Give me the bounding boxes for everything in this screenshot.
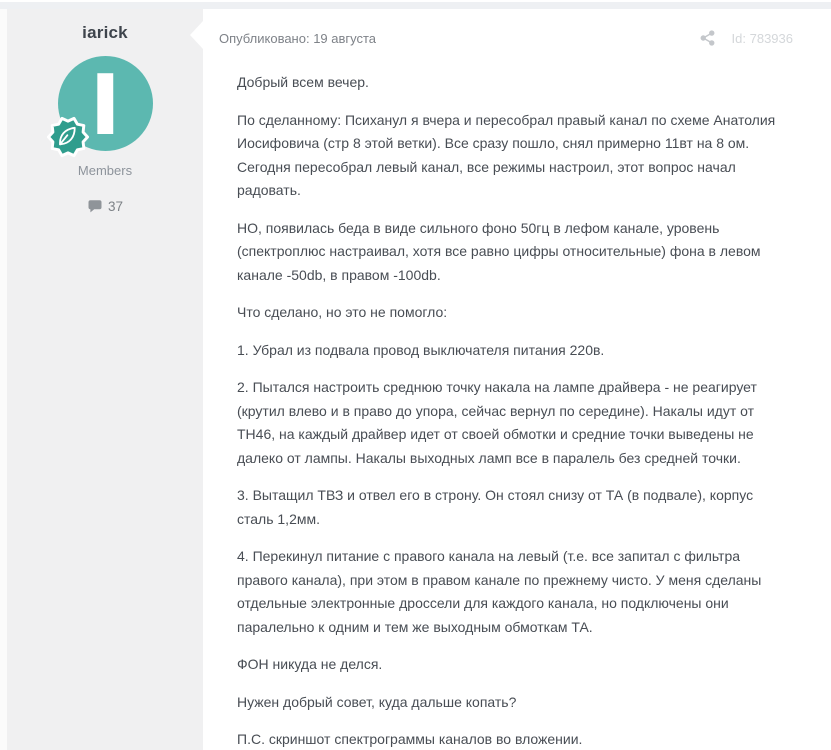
post-header-actions xyxy=(699,29,793,47)
post-content xyxy=(203,9,831,750)
post-paragraph: ФОН никуда не делся. xyxy=(237,656,383,672)
speech-bubble-tail xyxy=(190,21,203,49)
post-paragraph: Что сделано, но это не помогло: xyxy=(237,304,448,320)
share-icon[interactable] xyxy=(699,29,716,47)
comment-bubble-icon xyxy=(87,199,103,214)
comment-count xyxy=(7,199,203,214)
post-paragraph: Нужен добрый совет, куда дальше копать? xyxy=(237,693,517,710)
avatar[interactable] xyxy=(58,56,153,151)
post-paragraph: НО, появилась беда в виде сильного фоно 50гц в лефом канале, уровень (спектроплюс настраивал, хотя все равно цифры относительные) фона в левом канале -50db, в правом -100db. xyxy=(237,219,761,283)
post-paragraph: Добрый всем вечер. xyxy=(237,74,369,90)
author-pane xyxy=(7,9,203,750)
post-header xyxy=(203,9,831,47)
post-body xyxy=(203,47,831,750)
post-paragraph: По сделанному: Психанул я вчера и пересобрал правый канал по схеме Анатолия Иосифовича (стр 8 этой ветки). Все сразу пошло, снял примерно 11вт на 8 ом. Сегодня пересобрал левый канал, все режимы настроил, этот вопрос начал радовать. xyxy=(237,111,776,198)
page-top-strip xyxy=(0,0,831,9)
post-paragraph: 1. Убрал из подвала провод выключателя питания 220в. xyxy=(237,341,605,358)
author-username[interactable]: iarick xyxy=(82,23,128,42)
comment-count-value: 37 xyxy=(107,199,124,214)
published-date: Опубликовано: 19 августа xyxy=(219,30,377,46)
post-paragraph: 2. Пытался настроить среднюю точку накала на лампе драйвера - не реагирует (крутил влево и в право до упора, сейчас вернул по середине). Накалы идут от ТН46, на каждый драйвер идет от своей обмотки и средние точки выведены не далеко от лампы. Накалы выходных ламп все в паралель без средней точки. xyxy=(237,379,757,466)
post-paragraph: П.С. скриншот спектрограммы каналов во вложении. xyxy=(237,731,583,747)
leaf-badge-icon xyxy=(46,115,90,159)
author-group-label: Members xyxy=(77,163,133,178)
avatar-letter: I xyxy=(89,54,121,153)
post-id: Id: 783936 xyxy=(731,30,793,46)
post-paragraph: 4. Перекинул питание с правого канала на левый (т.е. все запитал с фильтра правого канала), при этом в правом канале по прежнему чисто. У меня сделаны отдельные электронные дроссели для каждого канала, но подключены они паралельно к одним и тем же выходным обмоткам ТА. xyxy=(237,548,762,635)
forum-post xyxy=(7,9,831,750)
post-paragraph: 3. Вытащил ТВЗ и отвел его в строну. Он стоял снизу от ТА (в подвале), корпус сталь 1,2мм. xyxy=(237,487,754,527)
